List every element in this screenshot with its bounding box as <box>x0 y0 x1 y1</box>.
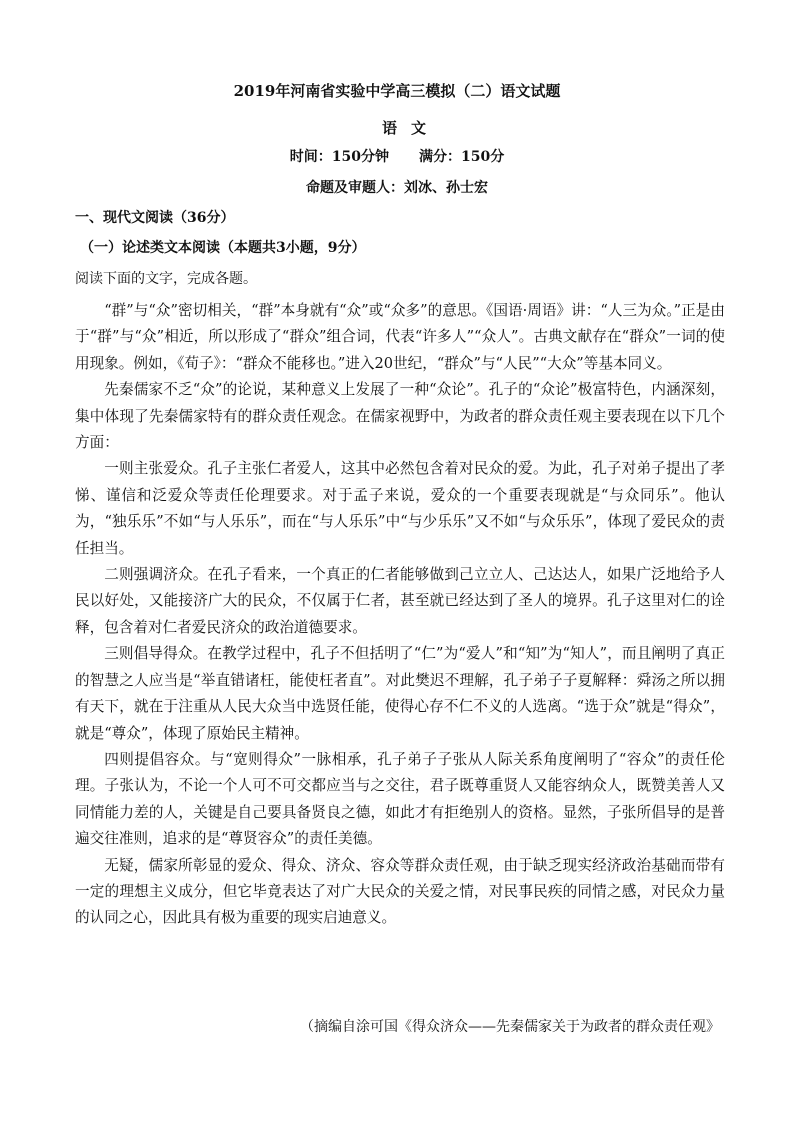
exam-meta <box>0 146 794 166</box>
passage-paragraph: 四则提倡容众。与“宽则得众”一脉相承，孔子弟子子张从人际关系角度阐明了“容众”的责任伦理。子张认为，不论一个人可不可交都应当与之交往，君子既尊重贤人又能容纳众人，既赞美善人又同情能力差的人，关键是自己要具备贤良之德，如此才有拒绝别人的资格。显然，子张所倡导的是普遍交往准则，追求的是“尊贤容众”的责任美德。 <box>75 750 725 848</box>
subsection-heading: （一）论述类文本阅读（本题共3小题，9分） <box>80 240 366 256</box>
passage-body <box>75 298 725 932</box>
passage-paragraph: “群”与“众”密切相关，“群”本身就有“众”或“众多”的意思。《国语·周语》讲：“人三为众。”正是由于“群”与“众”相近，所以形成了“群众”组合词，代表“许多人”“众人”。古典文献存在“群众”一词的使用现象。例如，《荀子》：“群众不能移也。”进入20世纪，“群众”与“人民”“大众”等基本同义。 <box>75 302 725 372</box>
source-citation: （摘编自涂可国《得众济众——先秦儒家关于为政者的群众责任观》 <box>300 1019 720 1035</box>
authors-line: 命题及审题人：刘冰、孙士宏 <box>306 180 488 196</box>
subject-heading: 语文 <box>381 119 440 137</box>
passage-paragraph: 三则倡导得众。在教学过程中，孔子不但括明了“仁”为“爱人”和“知”为“知人”，而且阐明了真正的智慧之人应当是“举直错诸枉，能使枉者直”。对此樊迟不理解，孔子弟子子夏解释：舜汤之所以拥有天下，就在于注重从人民大众当中选贤任能，使得心存不仁不义的人选离。“选于众”就是“得众”，就是“尊众”，体现了原始民主精神。 <box>75 645 725 742</box>
passage-paragraph: 二则强调济众。在孔子看来，一个真正的仁者能够做到己立立人、己达达人，如果广泛地给予人民以好处，又能接济广大的民众，不仅属于仁者，甚至就已经达到了圣人的境界。孔子这里对仁的诠释，包含着对仁者爱民济众的政治道德要求。 <box>75 566 725 636</box>
reading-instruction: 阅读下面的文字，完成各题。 <box>75 271 257 287</box>
full-score: 满分：150分 <box>419 149 505 165</box>
exam-title: 2019年河南省实验中学高三模拟（二）语文试题 <box>233 82 561 100</box>
passage-paragraph: 一则主张爱众。孔子主张仁者爱人，这其中必然包含着对民众的爱。为此，孔子对弟子提出了孝悌、谨信和泛爱众等责任伦理要求。对于孟子来说，爱众的一个重要表现就是“与众同乐”。他认为，“独乐乐”不如“与人乐乐”，而在“与人乐乐”中“与少乐乐”又不如“与众乐乐”，体现了爱民众的责任担当。 <box>75 460 725 557</box>
time-limit: 时间：150分钟 <box>289 149 389 165</box>
passage-paragraph: 先秦儒家不乏“众”的论说，某种意义上发展了一种“众论”。孔子的“众论”极富特色，内涵深刻，集中体现了先秦儒家特有的群众责任观念。在儒家视野中，为政者的群众责任观主要表现在以下几个方面： <box>75 381 725 452</box>
passage-paragraph: 无疑，儒家所彰显的爱众、得众、济众、容众等群众责任观，由于缺乏现实经济政治基础而带有一定的理想主义成分，但它毕竟表达了对广大民众的关爱之情，对民事民疾的同情之感，对民众力量的认同之心，因此具有极为重要的现实启迪意义。 <box>75 856 725 927</box>
section-heading: 一、现代文阅读（36分） <box>75 210 235 226</box>
